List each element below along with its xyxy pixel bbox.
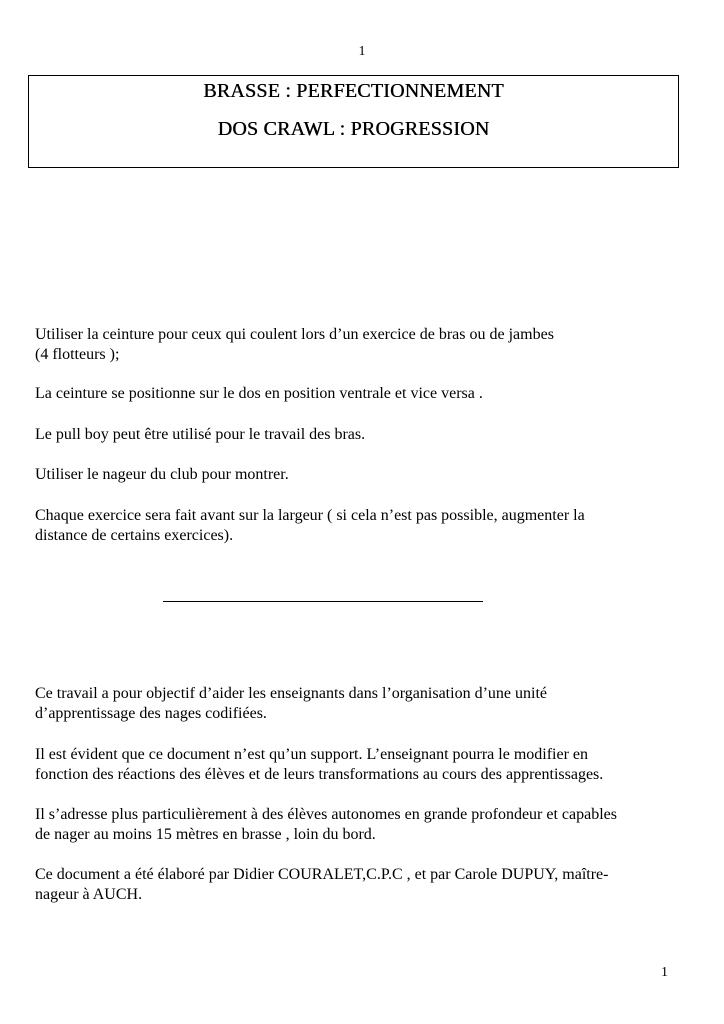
separator-line bbox=[163, 601, 483, 602]
paragraph-line: Ce travail a pour objectif d’aider les enseignants dans l’organisation d’une unité bbox=[35, 685, 547, 702]
paragraph-line: (4 flotteurs ); bbox=[35, 346, 120, 363]
paragraph-line: nageur à AUCH. bbox=[35, 886, 143, 903]
instruction-paragraph bbox=[35, 425, 685, 445]
page-number-bottom: 1 bbox=[661, 965, 668, 980]
note-paragraph bbox=[35, 865, 685, 905]
instruction-paragraph bbox=[35, 465, 685, 485]
document-title: BRASSE : PERFECTIONNEMENT bbox=[203, 80, 504, 102]
paragraph-line: d’apprentissage des nages codifiées. bbox=[35, 705, 267, 722]
note-paragraph bbox=[35, 684, 685, 724]
paragraph-line: Utiliser la ceinture pour ceux qui coulent lors d’un exercice de bras ou de jambes bbox=[35, 326, 554, 343]
paragraph-line: Il s’adresse plus particulièrement à des élèves autonomes en grande profondeur et capables bbox=[35, 806, 617, 823]
note-paragraph bbox=[35, 745, 685, 785]
paragraph-line: Le pull boy peut être utilisé pour le travail des bras. bbox=[35, 426, 366, 443]
paragraph-line: de nager au moins 15 mètres en brasse , loin du bord. bbox=[35, 826, 376, 843]
paragraph-line: distance de certains exercices). bbox=[35, 527, 234, 544]
page-number-top: 1 bbox=[358, 44, 366, 59]
paragraph-line: Ce document a été élaboré par Didier COURALET,C.P.C , et par Carole DUPUY, maître- bbox=[35, 866, 609, 883]
paragraph-line: Utiliser le nageur du club pour montrer. bbox=[35, 466, 289, 483]
instruction-paragraph bbox=[35, 384, 685, 404]
paragraph-line: La ceinture se positionne sur le dos en position ventrale et vice versa . bbox=[35, 385, 483, 402]
instruction-paragraph bbox=[35, 325, 685, 365]
paragraph-line: fonction des réactions des élèves et de leurs transformations au cours des apprentissages. bbox=[35, 766, 604, 783]
title-box bbox=[28, 75, 679, 168]
instruction-paragraph bbox=[35, 506, 685, 546]
note-paragraph bbox=[35, 805, 685, 845]
paragraph-line: Il est évident que ce document n’est qu’un support. L’enseignant pourra le modifier en bbox=[35, 746, 589, 763]
document-subtitle: DOS CRAWL : PROGRESSION bbox=[217, 118, 490, 140]
paragraph-line: Chaque exercice sera fait avant sur la largeur ( si cela n’est pas possible, augmenter la bbox=[35, 507, 585, 524]
